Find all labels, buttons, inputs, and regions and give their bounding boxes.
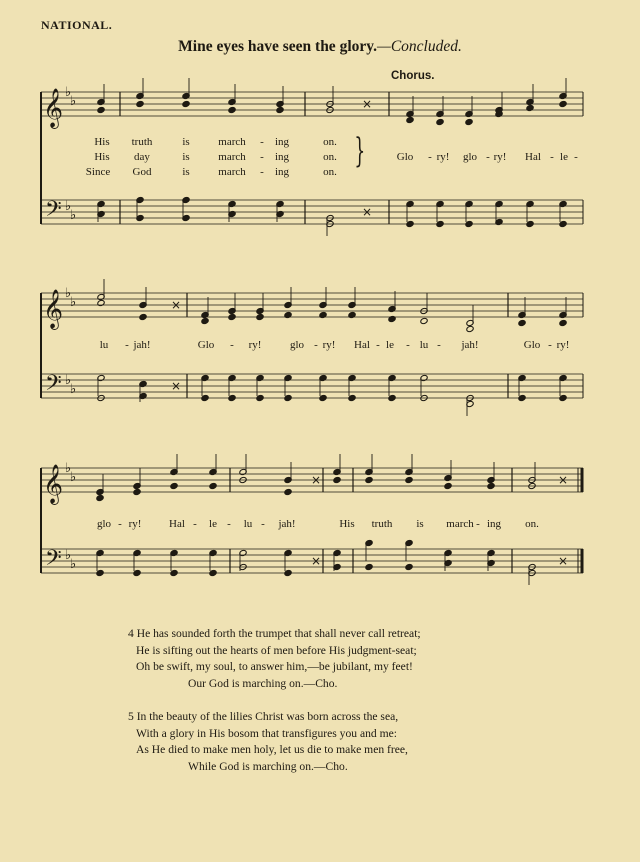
chorus-label: Chorus. (391, 70, 435, 82)
note-head (284, 311, 292, 318)
s2-l-syllable: lu (99, 339, 109, 351)
note-head (97, 299, 105, 306)
s2-l-syllable: Glo (523, 339, 541, 351)
flat-sign: ♭ (70, 557, 77, 572)
s1-l3-syllable: - (260, 166, 264, 178)
note-head (487, 482, 495, 489)
note-head (365, 476, 373, 483)
s1-l1-syllable: on. (323, 136, 337, 148)
section-label: NATIONAL. (41, 18, 113, 32)
s1-ch-syllable: Hal (525, 151, 541, 163)
verse-line: 4 He has sounded forth the trumpet that shall never call retreat; (128, 627, 421, 640)
treble-clef: 𝄞 (43, 88, 64, 128)
s3-l-syllable: jah! (278, 518, 296, 530)
s2-l-syllable: lu (419, 339, 429, 351)
bass-clef: 𝄢 (45, 371, 62, 401)
s1-ch-syllable: - (574, 151, 578, 163)
note-head (436, 118, 444, 125)
s3-l-syllable: on. (525, 518, 539, 530)
s3-l-syllable: - (193, 518, 197, 530)
note-head (466, 325, 474, 332)
note-head (420, 317, 428, 324)
s1-l2-syllable: His (94, 151, 110, 163)
rest: × (171, 379, 182, 393)
s1-ch-syllable: - (486, 151, 490, 163)
treble-clef: 𝄞 (43, 464, 64, 504)
verse-5 (128, 709, 421, 775)
rest: × (362, 205, 373, 219)
s3-l-syllable: - (227, 518, 231, 530)
s1-ch-syllable: - (550, 151, 554, 163)
s1-l2-syllable: - (260, 151, 264, 163)
note-head (333, 476, 341, 483)
s3-l-syllable: ry! (128, 518, 142, 530)
note-head (276, 106, 284, 113)
s1-l1-syllable: truth (131, 136, 153, 148)
verse-line: He is sifting out the hearts of men before His judgment-seat; (136, 643, 417, 657)
s2-l-syllable: - (314, 339, 318, 351)
verse-line: Oh be swift, my soul, to answer him,—be jubilant, my feet! (136, 660, 413, 673)
flat-sign: ♭ (65, 85, 72, 100)
s3-l-syllable: truth (371, 518, 393, 530)
note-head (559, 319, 567, 326)
note-head (170, 482, 178, 489)
s1-l3-syllable: march (218, 166, 246, 178)
verse-line: With a glory in His bosom that transfigures you and me: (136, 726, 397, 740)
s3-l-syllable: - (118, 518, 122, 530)
flat-sign: ♭ (65, 461, 72, 476)
treble-clef: 𝄞 (43, 289, 64, 329)
s1-l3-syllable: ing (274, 166, 290, 178)
flat-sign: ♭ (70, 295, 77, 310)
s3-l-syllable: le (209, 518, 217, 530)
s2-l-syllable: - (230, 339, 234, 351)
note-head (405, 563, 413, 570)
note-head (209, 482, 217, 489)
note-head (526, 104, 534, 111)
s1-ch-syllable: glo (462, 151, 478, 163)
bass-clef: 𝄢 (45, 546, 62, 576)
s2-l-syllable: glo (289, 339, 305, 351)
rest: × (362, 97, 373, 111)
s2-l-syllable: - (376, 339, 380, 351)
note-head (96, 494, 104, 501)
note-head (559, 100, 567, 107)
rest: × (558, 473, 569, 487)
note-head (139, 313, 147, 320)
s1-l1-syllable: is (182, 136, 190, 148)
flat-sign: ♭ (65, 548, 72, 563)
s1-ch-syllable: ry! (436, 151, 450, 163)
hymn-title-main: Mine eyes have seen the glory. (178, 38, 378, 55)
s3-l-syllable: march (446, 518, 474, 530)
hymn-title-suffix: —Concluded. (377, 38, 462, 55)
s1-ch-syllable: Glo (396, 151, 414, 163)
note-head (465, 118, 473, 125)
note-head (228, 106, 236, 113)
note-head (365, 563, 373, 570)
s2-l-syllable: - (406, 339, 410, 351)
s3-l-syllable: - (261, 518, 265, 530)
s1-ch-syllable: - (428, 151, 432, 163)
note-head (405, 476, 413, 483)
s1-l1-syllable: - (260, 136, 264, 148)
s1-l1-syllable: march (218, 136, 246, 148)
s3-l-syllable: Hal (169, 518, 185, 530)
verse-line: As He died to make men holy, let us die to make men free, (136, 743, 408, 756)
note-head (406, 116, 414, 123)
verse-line: 5 In the beauty of the lilies Christ was born across the sea, (128, 710, 399, 723)
s1-l3-syllable: on. (323, 166, 337, 178)
rest: × (171, 298, 182, 312)
s2-l-syllable: ry! (248, 339, 262, 351)
note-head (444, 482, 452, 489)
verse-line: Our God is marching on.—Cho. (188, 676, 338, 690)
note-head (97, 106, 105, 113)
note-head (518, 319, 526, 326)
s3-l-syllable: - (476, 518, 480, 530)
verses-block (128, 626, 421, 792)
rest: × (311, 554, 322, 568)
s1-l2-syllable: day (134, 151, 150, 163)
s2-l-syllable: jah! (133, 339, 151, 351)
note-head (319, 311, 327, 318)
s1-l3-syllable: God (132, 166, 152, 178)
flat-sign: ♭ (70, 382, 77, 397)
flat-sign: ♭ (70, 208, 77, 223)
verse-line: While God is marching on.—Cho. (188, 759, 348, 773)
note-head (182, 100, 190, 107)
flat-sign: ♭ (65, 373, 72, 388)
s1-ch-syllable: le (560, 151, 568, 163)
s2-l-syllable: le (386, 339, 394, 351)
s1-l2-syllable: march (218, 151, 246, 163)
s1-ch-syllable: ry! (493, 151, 507, 163)
note-head (133, 488, 141, 495)
verse-4 (128, 626, 421, 692)
s2-l-syllable: Glo (197, 339, 215, 351)
s2-l-syllable: jah! (461, 339, 479, 351)
s1-l2-syllable: is (182, 151, 190, 163)
s1-l2-syllable: on. (323, 151, 337, 163)
bass-clef: 𝄢 (45, 197, 62, 227)
note-head (228, 313, 236, 320)
note-head (284, 488, 292, 495)
flat-sign: ♭ (70, 470, 77, 485)
rest: × (558, 554, 569, 568)
s2-l-syllable: - (437, 339, 441, 351)
note-head (256, 313, 264, 320)
s1-l3-syllable: Since (85, 166, 111, 178)
s3-l-syllable: is (416, 518, 424, 530)
s2-l-syllable: ry! (556, 339, 570, 351)
note-head (348, 311, 356, 318)
s1-l1-syllable: His (94, 136, 110, 148)
s2-l-syllable: Hal (354, 339, 370, 351)
flat-sign: ♭ (65, 199, 72, 214)
s1-l1-syllable: ing (274, 136, 290, 148)
s3-l-syllable: lu (243, 518, 253, 530)
s1-l2-syllable: ing (274, 151, 290, 163)
note-head (136, 100, 144, 107)
flat-sign: ♭ (65, 286, 72, 301)
s3-l-syllable: glo (96, 518, 112, 530)
verse-brace: } (354, 131, 366, 171)
note-head (388, 315, 396, 322)
rest: × (311, 473, 322, 487)
s3-l-syllable: His (339, 518, 355, 530)
s3-l-syllable: ing (486, 518, 502, 530)
s1-l3-syllable: is (182, 166, 190, 178)
s2-l-syllable: - (125, 339, 129, 351)
s2-l-syllable: - (548, 339, 552, 351)
flat-sign: ♭ (70, 94, 77, 109)
note-head (201, 317, 209, 324)
s2-l-syllable: ry! (322, 339, 336, 351)
